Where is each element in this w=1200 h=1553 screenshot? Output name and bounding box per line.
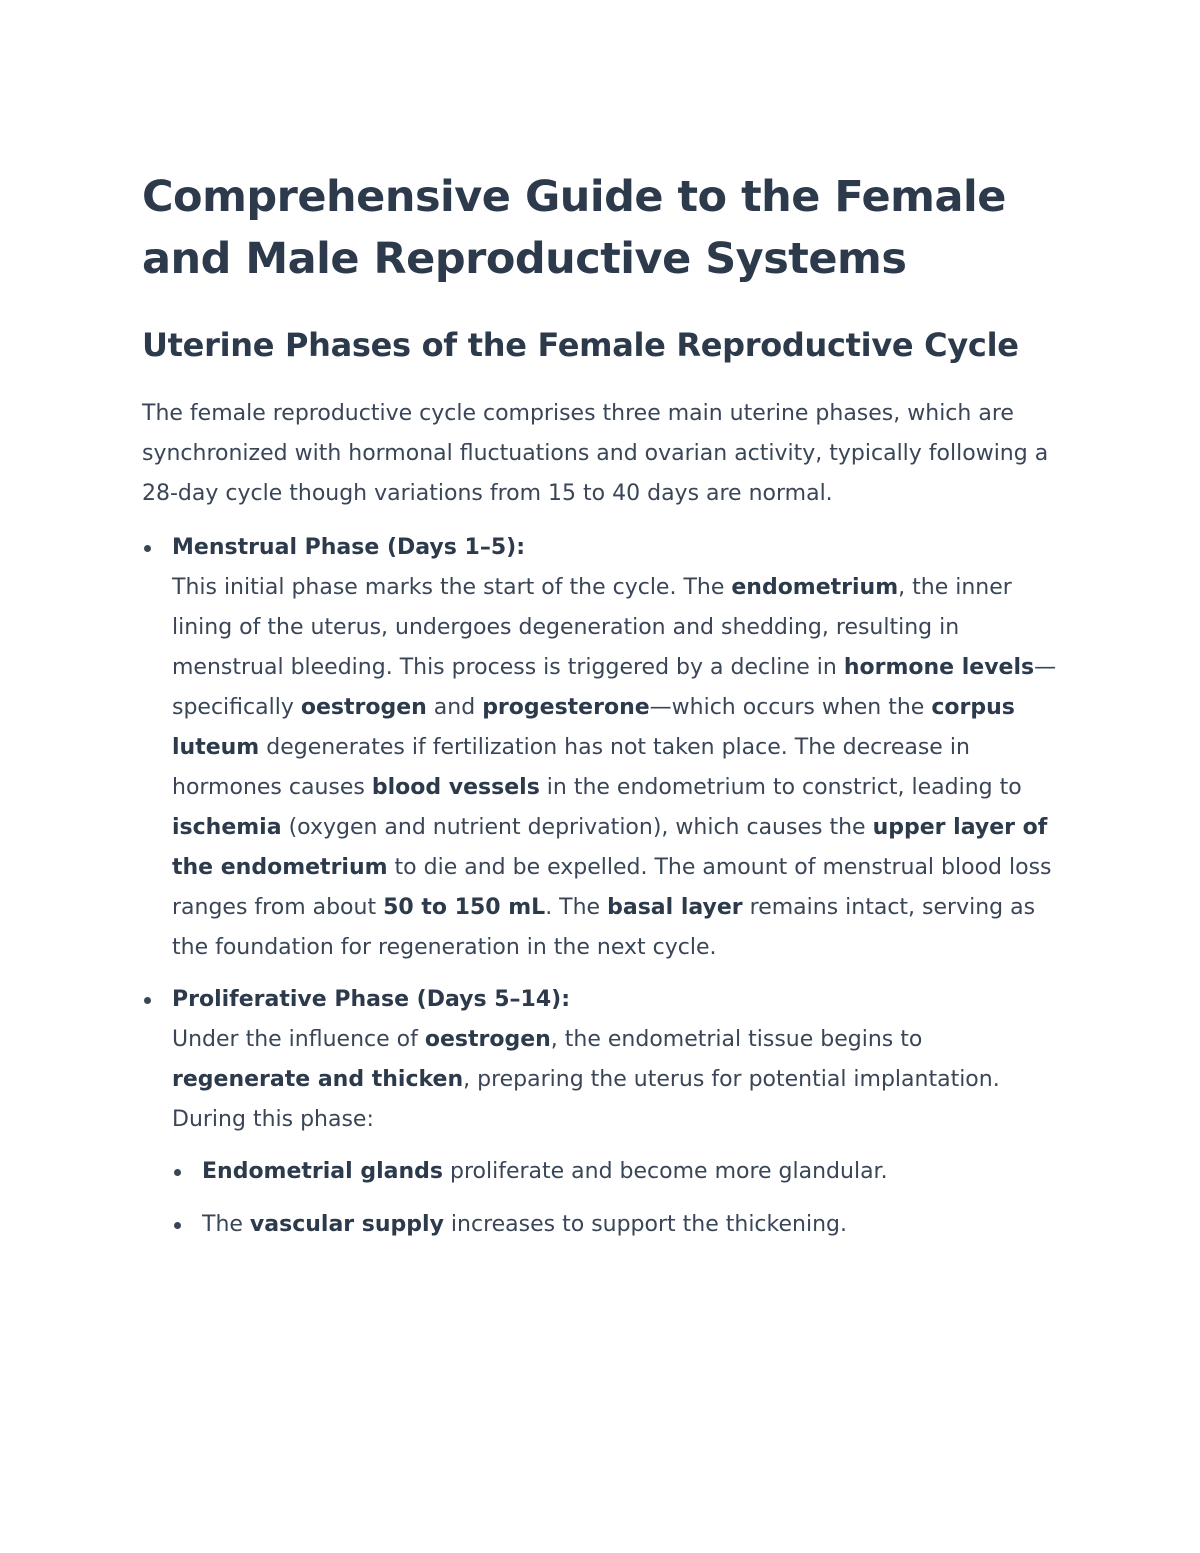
document-page xyxy=(142,166,1062,1258)
list-item-proliferative-phase xyxy=(142,980,1062,1245)
text-run: This initial phase marks the start of the cycle. The xyxy=(172,575,732,600)
menstrual-phase-description xyxy=(172,568,1062,968)
section-heading: Uterine Phases of the Female Reproductive Cycle xyxy=(142,326,1019,364)
text-run: degenerates if fertilization has not taken place. The decrease in hormones causes xyxy=(172,735,970,800)
text-run: The xyxy=(202,1212,250,1237)
proliferative-sub-list xyxy=(172,1152,1062,1245)
menstrual-phase-title: Menstrual Phase (Days 1–5): xyxy=(172,535,525,560)
text-run: (oxygen and nutrient deprivation), which causes the xyxy=(281,815,873,840)
intro-paragraph: The female reproductive cycle comprises three main uterine phases, which are synchronized with hormonal fluctuations and ovarian activity, typically following a 28-day cycle though variations from 15 to 40 days are normal. xyxy=(142,401,1049,506)
bold-term: Endometrial glands xyxy=(202,1159,443,1184)
bold-term: basal layer xyxy=(607,895,743,920)
text-run: —specifically xyxy=(172,655,1057,720)
bold-term: oestrogen xyxy=(300,695,427,720)
bold-term: upper layer of the endometrium xyxy=(172,815,1048,880)
text-run: and xyxy=(426,695,483,720)
bold-term: hormone levels xyxy=(843,655,1035,680)
bold-term: blood vessels xyxy=(371,775,540,800)
list-item-menstrual-phase xyxy=(142,528,1062,968)
proliferative-phase-title: Proliferative Phase (Days 5–14): xyxy=(172,987,570,1012)
bold-term: oestrogen xyxy=(424,1027,551,1052)
text-run: proliferate and become more glandular. xyxy=(443,1159,888,1184)
text-run: Under the influence of xyxy=(172,1027,425,1052)
page-title: Comprehensive Guide to the Female and Male Reproductive Systems xyxy=(142,172,1006,284)
text-run: , preparing the uterus for potential implantation. During this phase: xyxy=(172,1067,1000,1132)
text-run: . The xyxy=(545,895,608,920)
proliferative-phase-description xyxy=(172,1020,1062,1140)
text-run: , the endometrial tissue begins to xyxy=(550,1027,923,1052)
text-run: , the inner lining of the uterus, undergoes degeneration and shedding, resulting in menstrual bleeding. This process is triggered by a decline in xyxy=(172,575,1012,680)
bold-term: progesterone xyxy=(482,695,650,720)
phase-list xyxy=(142,528,1062,1245)
text-run: remains intact, serving as the foundation for regeneration in the next cycle. xyxy=(172,895,1036,960)
sub-list-item xyxy=(172,1152,1062,1192)
bold-term: corpus luteum xyxy=(172,695,1015,760)
bold-term: 50 to 150 mL xyxy=(383,895,546,920)
sub-list-item xyxy=(172,1205,1062,1245)
bold-term: endometrium xyxy=(731,575,899,600)
bold-term: vascular supply xyxy=(249,1212,444,1237)
bold-term: ischemia xyxy=(172,815,282,840)
text-run: increases to support the thickening. xyxy=(443,1212,847,1237)
text-run: in the endometrium to constrict, leading to xyxy=(539,775,1022,800)
text-run: to die and be expelled. The amount of menstrual blood loss ranges from about xyxy=(172,855,1052,920)
bold-term: regenerate and thicken xyxy=(172,1067,464,1092)
text-run: —which occurs when the xyxy=(649,695,932,720)
